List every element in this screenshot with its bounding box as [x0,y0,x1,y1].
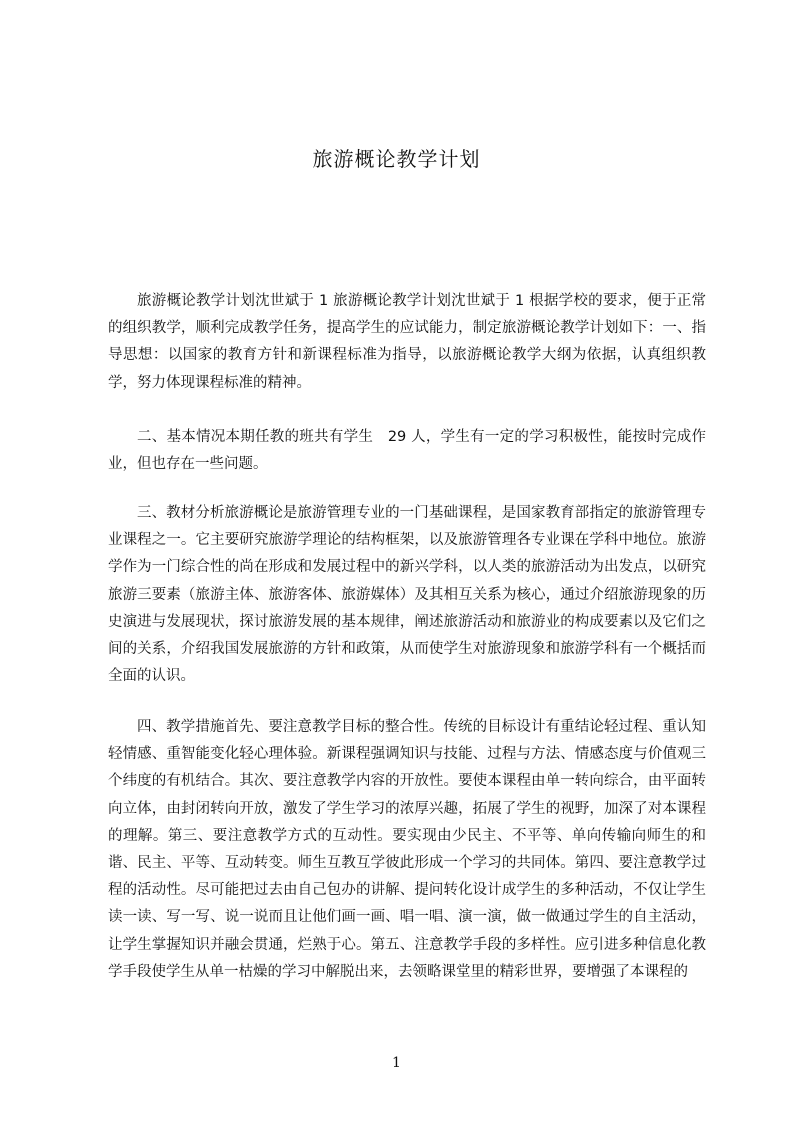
paragraph-textbook-analysis: 三、教材分析旅游概论是旅游管理专业的一门基础课程，是国家教育部指定的旅游管理专业课程之一。它主要研究旅游学理论的结构框架，以及旅游管理各专业课在学科中地位。旅游学作为一门综合性的尚在形成和发展过程中的新兴学科，以人类的旅游活动为出发点，以研究旅游三要素（旅游主体、旅游客体、旅游媒体）及其相互关系为核心，通过介绍旅游现象的历史演进与发展现状，探讨旅游发展的基本规律，阐述旅游活动和旅游业的构成要素以及它们之间的关系，介绍我国发展旅游的方针和政策，从而使学生对旅游现象和旅游学科有一个概括而全面的认识。 [108,505,706,685]
paragraph-basic-situation: 二、基本情况本期任教的班共有学生 29 人，学生有一定的学习积极性，能按时完成作业，但也存在一些问题。 [108,429,706,473]
paragraph-teaching-measures: 四、教学措施首先、要注意教学目标的整合性。传统的目标设计有重结论轻过程、重认知轻情感、重智能变化轻心理体验。新课程强调知识与技能、过程与方法、情感态度与价值观三个纬度的有机结合。其次、要注意教学内容的开放性。要使本课程由单一转向综合，由平面转向立体，由封闭转向开放，激发了学生学习的浓厚兴趣，拓展了学生的视野，加深了对本课程的理解。第三、要注意教学方式的互动性。要实现由少民主、不平等、单向传输向师生的和谐、民主、平等、互动转变。师生互教互学彼此形成一个学习的共同体。第四、要注意教学过程的活动性。尽可能把过去由自己包办的讲解、提问转化设计成学生的多种活动，不仅让学生读一读、写一写、说一说而且让他们画一画、唱一唱、演一演，做一做通过学生的自主活动，让学生掌握知识并融会贯通，烂熟于心。第五、注意教学手段的多样性。应引进多种信息化教学手段使学生从单一枯燥的学习中解脱出来，去领略课堂里的精彩世界，要增强了本课程的 [108,719,706,980]
document-title: 旅游概论教学计划 [312,147,481,171]
page-number: 1 [392,1055,401,1071]
paragraph-guiding-thought: 旅游概论教学计划沈世斌于 1 旅游概论教学计划沈世斌于 1 根据学校的要求，便于正常的组织教学，顺利完成教学任务，提高学生的应试能力，制定旅游概论教学计划如下：一、指导思想：以国家的教育方针和新课程标准为指导，以旅游概论教学大纲为依据，认真组织教学，努力体现课程标准的精神。 [108,293,706,391]
